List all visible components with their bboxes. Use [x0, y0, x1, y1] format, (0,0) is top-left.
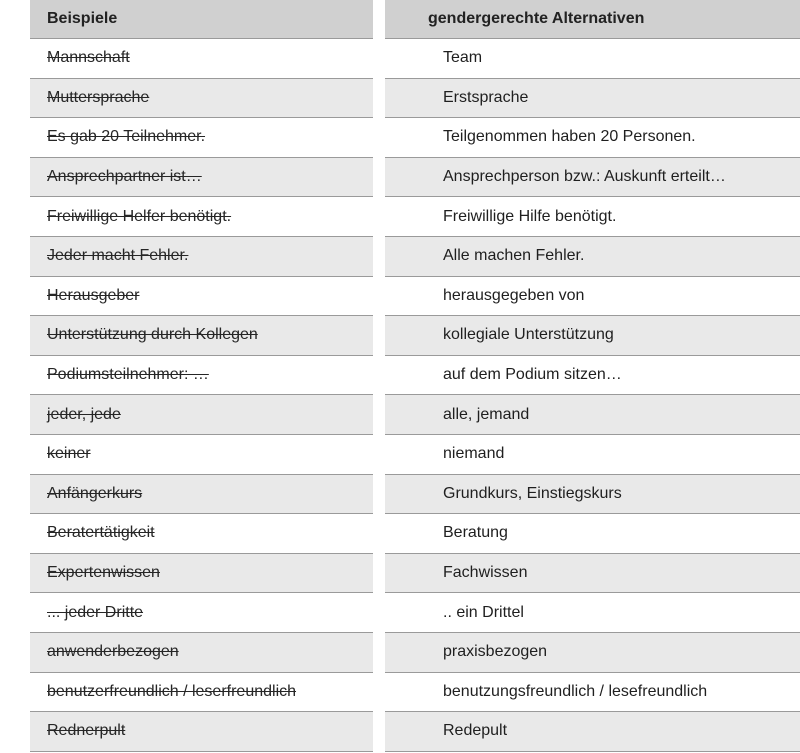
example-text: keiner — [47, 445, 91, 463]
alternative-row — [385, 356, 800, 396]
example-row — [30, 277, 373, 317]
example-row — [30, 197, 373, 237]
alternative-text: Grundkurs, Einstiegskurs — [443, 484, 622, 502]
example-text: Mannschaft — [47, 49, 130, 67]
example-text: ... jeder Dritte — [47, 603, 144, 621]
alternative-text: Freiwillige Hilfe benötigt. — [443, 207, 617, 225]
alternative-text: Alle machen Fehler. — [443, 247, 585, 265]
examples-rows — [30, 38, 373, 752]
example-text: anwenderbezogen — [47, 643, 179, 661]
example-row — [30, 593, 373, 633]
example-row — [30, 395, 373, 435]
example-row — [30, 554, 373, 594]
alternative-text: Erstsprache — [443, 88, 529, 106]
alternative-text: .. ein Drittel — [443, 603, 524, 621]
alternative-text: praxisbezogen — [443, 643, 548, 661]
example-row — [30, 79, 373, 119]
example-row — [30, 712, 373, 752]
example-text: Herausgeber — [47, 286, 140, 304]
alternative-text: Beratung — [443, 524, 508, 542]
alternative-row — [385, 395, 800, 435]
example-text: benutzerfreundlich / leserfreundlich — [47, 682, 297, 700]
example-row — [30, 38, 373, 79]
alternative-row — [385, 673, 800, 713]
example-text: Rednerpult — [47, 722, 126, 740]
examples-column — [30, 0, 373, 752]
example-text: Es gab 20 Teilnehmer. — [47, 128, 206, 146]
alternatives-rows — [385, 38, 800, 752]
alternative-row — [385, 197, 800, 237]
example-row — [30, 237, 373, 277]
example-text: jeder, jede — [47, 405, 121, 423]
alternative-row — [385, 435, 800, 475]
example-row — [30, 514, 373, 554]
example-row — [30, 356, 373, 396]
example-row — [30, 158, 373, 198]
alternatives-header: gendergerechte Alternativen — [385, 0, 800, 38]
alternative-row — [385, 277, 800, 317]
alternative-row — [385, 158, 800, 198]
alternatives-column — [385, 0, 800, 752]
example-text: Ansprechpartner ist… — [47, 168, 202, 186]
alternative-row — [385, 79, 800, 119]
alternative-text: alle, jemand — [443, 405, 530, 423]
alternative-text: auf dem Podium sitzen… — [443, 366, 622, 384]
example-text: Anfängerkurs — [47, 484, 143, 502]
example-text: Freiwillige Helfer benötigt. — [47, 207, 232, 225]
example-row — [30, 633, 373, 673]
alternative-text: Teilgenommen haben 20 Personen. — [443, 128, 696, 146]
example-text: Unterstützung durch Kollegen — [47, 326, 258, 344]
alternative-row — [385, 118, 800, 158]
example-text: Expertenwissen — [47, 564, 160, 582]
example-text: Beratertätigkeit — [47, 524, 155, 542]
alternative-text: Ansprechperson bzw.: Auskunft erteilt… — [443, 168, 726, 186]
examples-header: Beispiele — [30, 0, 373, 38]
alternative-row — [385, 554, 800, 594]
alternative-text: Redepult — [443, 722, 508, 740]
example-row — [30, 475, 373, 515]
alternative-text: benutzungsfreundlich / lesefreundlich — [443, 682, 708, 700]
alternative-row — [385, 633, 800, 673]
alternative-text: niemand — [443, 445, 505, 463]
example-row — [30, 435, 373, 475]
alternative-row — [385, 514, 800, 554]
example-text: Podiumsteilnehmer: … — [47, 366, 209, 384]
alternative-text: Fachwissen — [443, 564, 528, 582]
example-text: Jeder macht Fehler. — [47, 247, 189, 265]
example-row — [30, 316, 373, 356]
alternative-row — [385, 712, 800, 752]
alternative-row — [385, 316, 800, 356]
alternative-text: Team — [443, 49, 483, 67]
alternative-row — [385, 237, 800, 277]
alternative-row — [385, 475, 800, 515]
example-row — [30, 118, 373, 158]
example-row — [30, 673, 373, 713]
alternative-text: herausgegeben von — [443, 286, 585, 304]
alternative-text: kollegiale Unterstützung — [443, 326, 614, 344]
alternative-row — [385, 38, 800, 79]
alternative-row — [385, 593, 800, 633]
example-text: Muttersprache — [47, 88, 150, 106]
